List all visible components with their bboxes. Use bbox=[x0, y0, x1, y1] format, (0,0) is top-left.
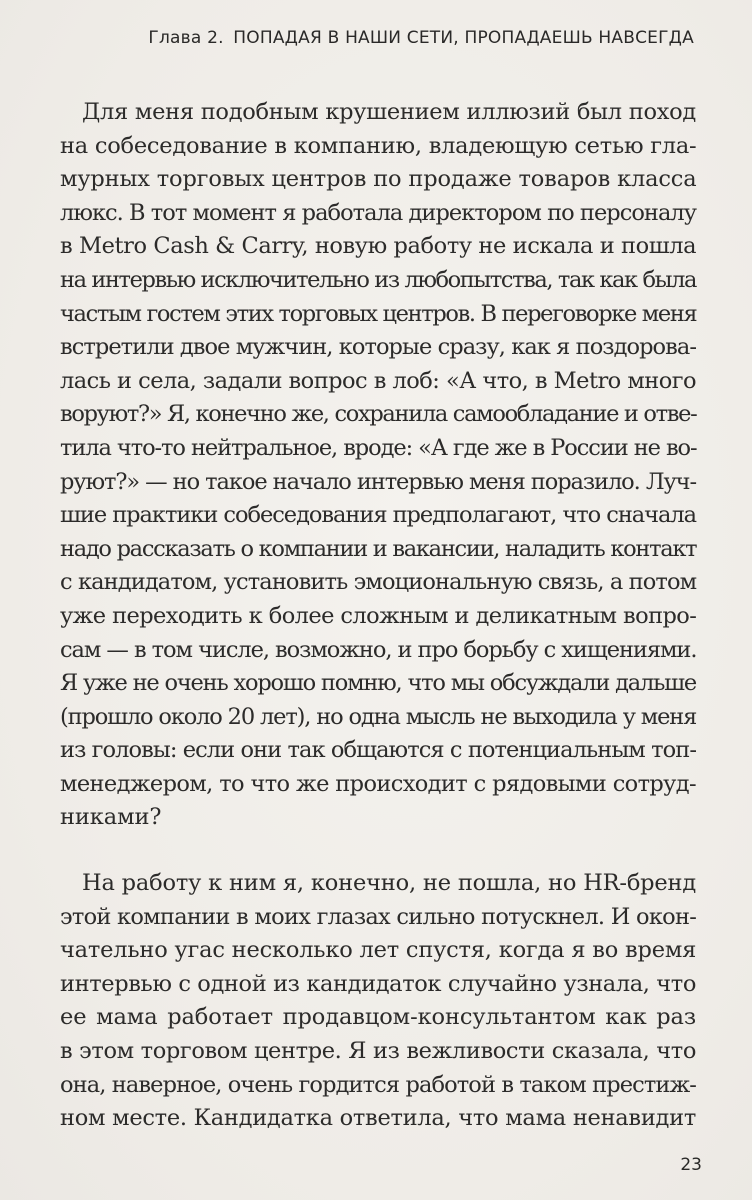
text-line: воруют?» Я, конечно же, сохранила самообладание и отве- bbox=[60, 401, 697, 428]
text-line: на собеседование в компанию, владеющую сетью гла- bbox=[60, 132, 697, 159]
body-text bbox=[60, 96, 696, 1136]
text-line: этой компании в моих глазах сильно потускнел. И окон- bbox=[60, 903, 697, 930]
text-line: мурных торговых центров по продаже товаров класса bbox=[60, 166, 697, 193]
text-line: на интервью исключительно из любопытства, так как была bbox=[60, 266, 696, 293]
text-line: люкс. В тот момент я работала директором по персоналу bbox=[60, 199, 696, 226]
page-number: 23 bbox=[680, 1155, 702, 1175]
text-line: никами? bbox=[60, 804, 162, 831]
text-line: частым гостем этих торговых центров. В переговорке меня bbox=[60, 300, 697, 327]
text-line: встретили двое мужчин, которые сразу, как я поздорова- bbox=[60, 334, 696, 361]
text-line: тила что-то нейтральное, вроде: «А где же в России не во- bbox=[60, 434, 697, 461]
text-line: в Metro Cash & Carry, новую работу не искала и пошла bbox=[60, 233, 697, 260]
text-line: руют?» — но такое начало интервью меня поразило. Луч- bbox=[60, 468, 696, 495]
text-line: (прошло около 20 лет), но одна мысль не выходила у меня bbox=[60, 703, 697, 730]
text-line: ее мама работает продавцом-консультантом как раз bbox=[60, 1004, 696, 1031]
paragraph-2 bbox=[60, 867, 696, 1136]
paragraph-1 bbox=[60, 96, 696, 835]
text-line: лась и села, задали вопрос в лоб: «А что, в Metro много bbox=[60, 367, 696, 394]
text-line: менеджером, то что же происходит с рядовыми сотруд- bbox=[60, 770, 696, 797]
text-line: в этом торговом центре. Я из вежливости сказала, что bbox=[60, 1038, 696, 1065]
text-line: чательно угас несколько лет спустя, когда я во время bbox=[60, 937, 697, 964]
running-head bbox=[148, 28, 694, 48]
text-line: ном месте. Кандидатка ответила, что мама ненавидит bbox=[60, 1105, 696, 1132]
text-line: На работу к ним я, конечно, не пошла, но HR-бренд bbox=[82, 870, 697, 897]
text-line: интервью с одной из кандидаток случайно узнала, что bbox=[60, 970, 696, 997]
chapter-label: Глава 2. bbox=[148, 28, 224, 48]
paragraph-gap bbox=[60, 835, 696, 867]
text-line: из головы: если они так общаются с потенциальным топ- bbox=[60, 737, 696, 764]
text-line: с кандидатом, установить эмоциональную связь, а потом bbox=[60, 569, 697, 596]
text-line: Для меня подобным крушением иллюзий был поход bbox=[82, 99, 696, 125]
text-line: она, наверное, очень гордится работой в таком престиж- bbox=[60, 1071, 696, 1098]
text-line: Я уже не очень хорошо помню, что мы обсуждали дальше bbox=[60, 670, 696, 697]
text-line: шие практики собеседования предполагают, что сначала bbox=[60, 502, 696, 529]
chapter-title: ПОПАДАЯ В НАШИ СЕТИ, ПРОПАДАЕШЬ НАВСЕГДА bbox=[233, 28, 694, 48]
text-line: уже переходить к более сложным и деликатным вопро- bbox=[60, 602, 697, 629]
text-line: надо рассказать о компании и вакансии, наладить контакт bbox=[60, 535, 697, 562]
text-line: сам — в том числе, возможно, и про борьбу с хищениями. bbox=[60, 636, 697, 663]
